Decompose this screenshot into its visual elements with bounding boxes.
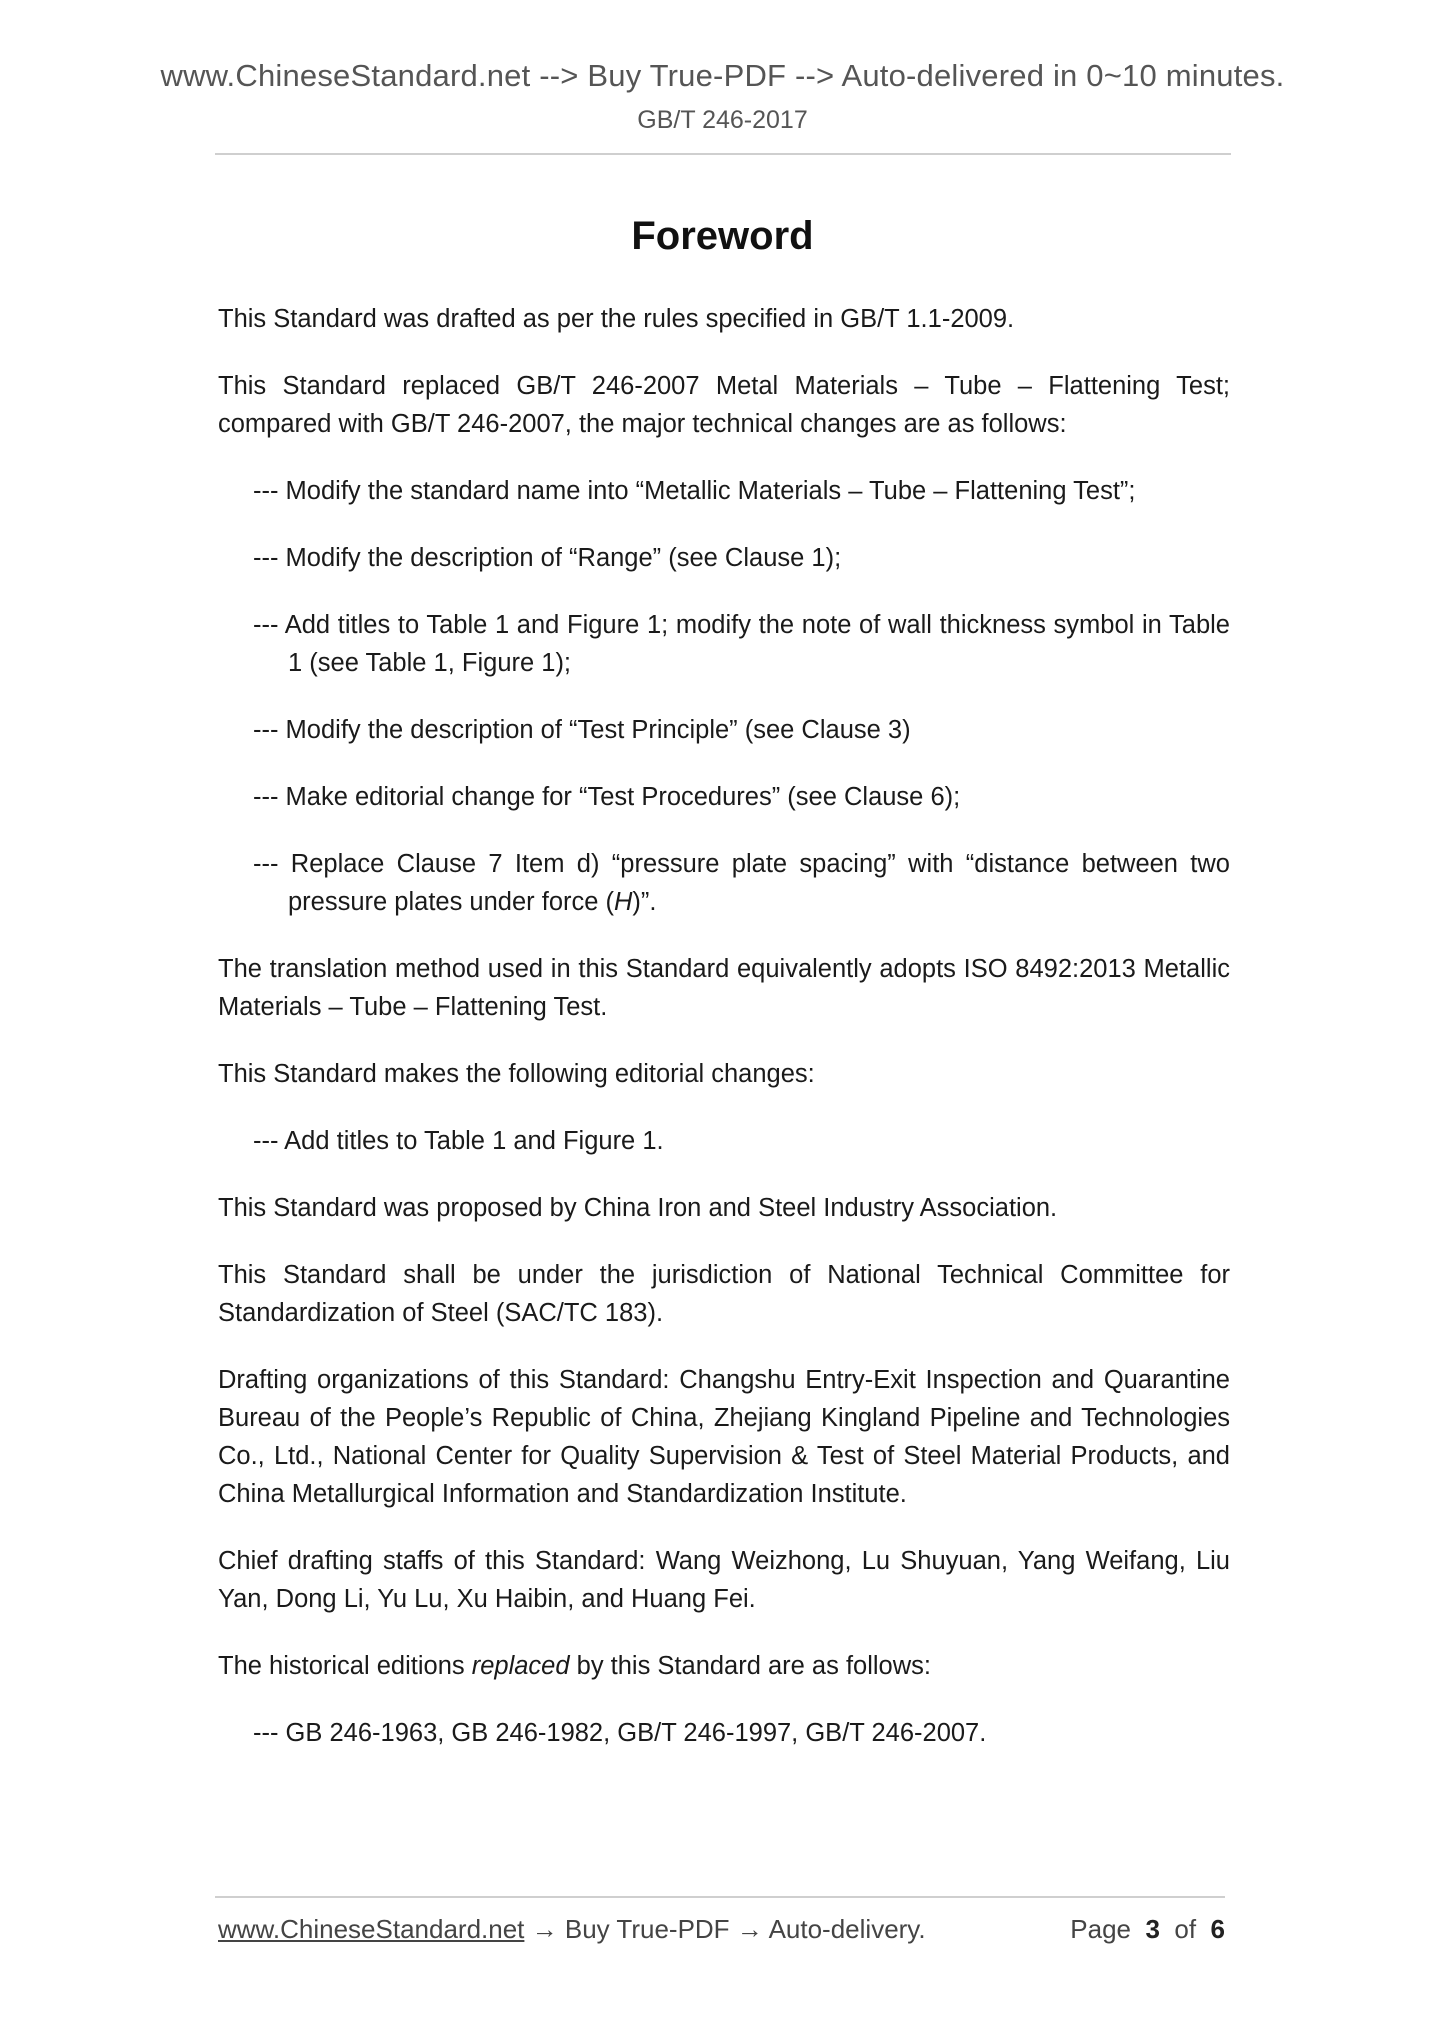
paragraph-replaced-standard: This Standard replaced GB/T 246-2007 Metal Materials – Tube – Flattening Test; compared with GB/T 246-2007, the major technical changes are as follows:: [218, 372, 1230, 438]
footer-divider: [215, 1896, 1225, 1898]
page-title: Foreword: [631, 214, 814, 258]
change-item-text-end: )”.: [632, 888, 657, 916]
page-indicator: [1070, 1914, 1225, 1945]
page-word: Page: [1070, 1914, 1132, 1944]
change-item: --- Modify the description of “Test Principle” (see Clause 3): [253, 716, 911, 744]
footer-site-link[interactable]: www.ChineseStandard.net: [218, 1914, 525, 1944]
change-item: --- Add titles to Table 1 and Figure 1; modify the note of wall thickness symbol in Table 1 (see Table 1, Figure 1);: [253, 611, 1230, 677]
page-number: 3: [1145, 1914, 1160, 1944]
variable-h: H: [614, 888, 633, 916]
change-item-text: --- Replace Clause 7 Item d) “pressure plate spacing” with “distance between two pressure plates under force (: [253, 850, 1230, 916]
paragraph-jurisdiction: This Standard shall be under the jurisdiction of National Technical Committee for Standardization of Steel (SAC/TC 183).: [218, 1261, 1230, 1327]
footer-promo-text: → Buy True-PDF → Auto-delivery.: [524, 1914, 926, 1944]
paragraph-proposed-by: This Standard was proposed by China Iron and Steel Industry Association.: [218, 1194, 1058, 1222]
paragraph-historical-editions: [218, 1647, 1230, 1685]
change-item: --- Make editorial change for “Test Procedures” (see Clause 6);: [253, 783, 961, 811]
historical-italic: replaced: [471, 1652, 570, 1680]
paragraph-editorial-changes: This Standard makes the following editorial changes:: [218, 1060, 815, 1088]
page-total: 6: [1210, 1914, 1225, 1944]
paragraph-drafting-organizations: Drafting organizations of this Standard: Changshu Entry-Exit Inspection and Quarantine Bureau of the People’s Republic of China, Zhejiang Kingland Pipeline and Technologies Co., Ltd., National Center for Quality Supervision & Test of Steel Material Products, and China Metallurgical Information and Standardization Institute.: [218, 1366, 1230, 1508]
foreword-body: [218, 300, 1230, 1781]
history-item: --- GB 246-1963, GB 246-1982, GB/T 246-1997, GB/T 246-2007.: [253, 1719, 987, 1747]
change-item: [253, 845, 1230, 921]
change-item: --- Modify the description of “Range” (see Clause 1);: [253, 544, 842, 572]
header-divider: [215, 153, 1231, 155]
header-banner: www.ChineseStandard.net --> Buy True-PDF --> Auto-delivered in 0~10 minutes.: [160, 58, 1285, 93]
of-word: of: [1174, 1914, 1197, 1944]
footer-promo: [218, 1914, 926, 1945]
paragraph-drafting-rules: This Standard was drafted as per the rules specified in GB/T 1.1-2009.: [218, 305, 1015, 333]
historical-text-end: by this Standard are as follows:: [569, 1652, 931, 1680]
historical-text: The historical editions: [218, 1652, 472, 1680]
paragraph-drafting-staffs: Chief drafting staffs of this Standard: Wang Weizhong, Lu Shuyuan, Yang Weifang, Liu Yan, Dong Li, Yu Lu, Xu Haibin, and Huang Fei.: [218, 1547, 1230, 1613]
editorial-item: --- Add titles to Table 1 and Figure 1.: [253, 1127, 664, 1155]
paragraph-translation-method: The translation method used in this Standard equivalently adopts ISO 8492:2013 Metallic Materials – Tube – Flattening Test.: [218, 955, 1230, 1021]
document-code: GB/T 246-2017: [637, 106, 808, 134]
change-item: --- Modify the standard name into “Metallic Materials – Tube – Flattening Test”;: [253, 477, 1136, 505]
